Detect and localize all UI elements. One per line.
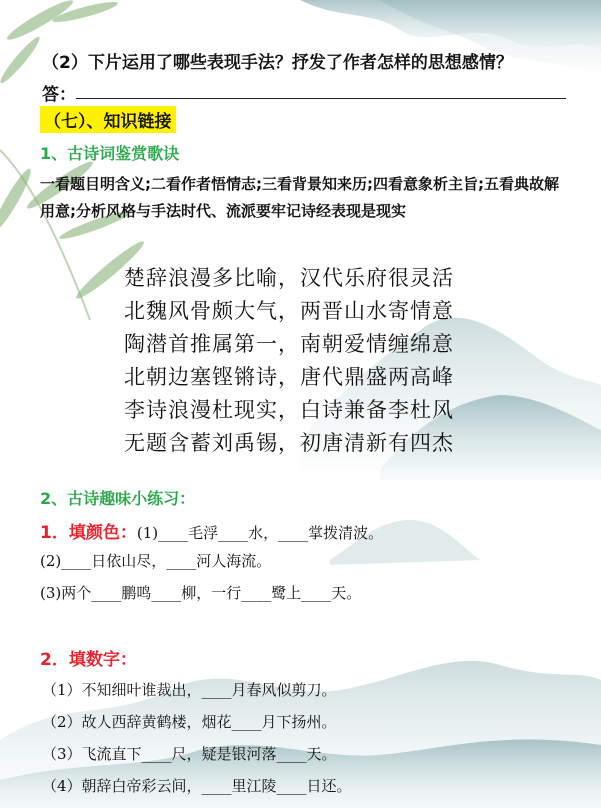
exercise-1-line-3: (3)两个____鹏鸣____柳，一行____鹭上____天。 <box>40 584 362 602</box>
exercise-1-line-2: (2)____日依山尽，____河人海流。 <box>40 552 272 570</box>
section-7-title: （七）、知识链接 <box>40 106 176 133</box>
poem-line: 北朝边塞铿锵诗，唐代鼎盛两高峰 <box>124 365 454 389</box>
poem-line: 北魏风骨颇大气，两晋山水寄情意 <box>124 299 454 323</box>
exercise-2-title: 2．填数字： <box>40 650 137 670</box>
answer-line <box>76 98 566 99</box>
exercise-1-row <box>40 518 383 543</box>
poem-line: 陶潜首推属第一，南朝爱情缠绵意 <box>124 332 454 356</box>
formula-paragraph: 一看题目明含义;二看作者悟情志;三看背景知来历;四看意象析主旨;五看典故解用意;分析风格与手法时代、流派要牢记诗经表现是现实 <box>40 175 559 220</box>
subsection-1-title: 1、古诗词鉴赏歌诀 <box>40 144 180 163</box>
subsection-2-title: 2、古诗趣味小练习： <box>40 489 196 508</box>
answer-label: 答： <box>42 85 76 105</box>
exercise-2-line: （3）飞流直下____尺，疑是银河落____天。 <box>42 745 337 763</box>
exercise-2-line: （4）朝辞白帝彩云间，____里江陵____日还。 <box>42 777 352 795</box>
poem-line: 李诗浪漫杜现实，白诗兼备李杜风 <box>124 398 454 422</box>
exercise-2-line: （1）不知细叶谁裁出，____月春风似剪刀。 <box>42 681 337 699</box>
exercise-2-line: （2）故人西辞黄鹤楼，烟花____月下扬州。 <box>42 713 337 731</box>
poem-line: 楚辞浪漫多比喻，汉代乐府很灵活 <box>124 266 454 290</box>
question-2: （2）下片运用了哪些表现手法？抒发了作者怎样的思想感情？ <box>42 53 513 73</box>
poem-line: 无题含蓄刘禹锡，初唐清新有四杰 <box>124 431 454 455</box>
exercise-1-line-1: (1)____毛浮____水，____掌拨清波。 <box>136 524 384 542</box>
exercise-1-title: 1．填颜色： <box>40 523 137 543</box>
